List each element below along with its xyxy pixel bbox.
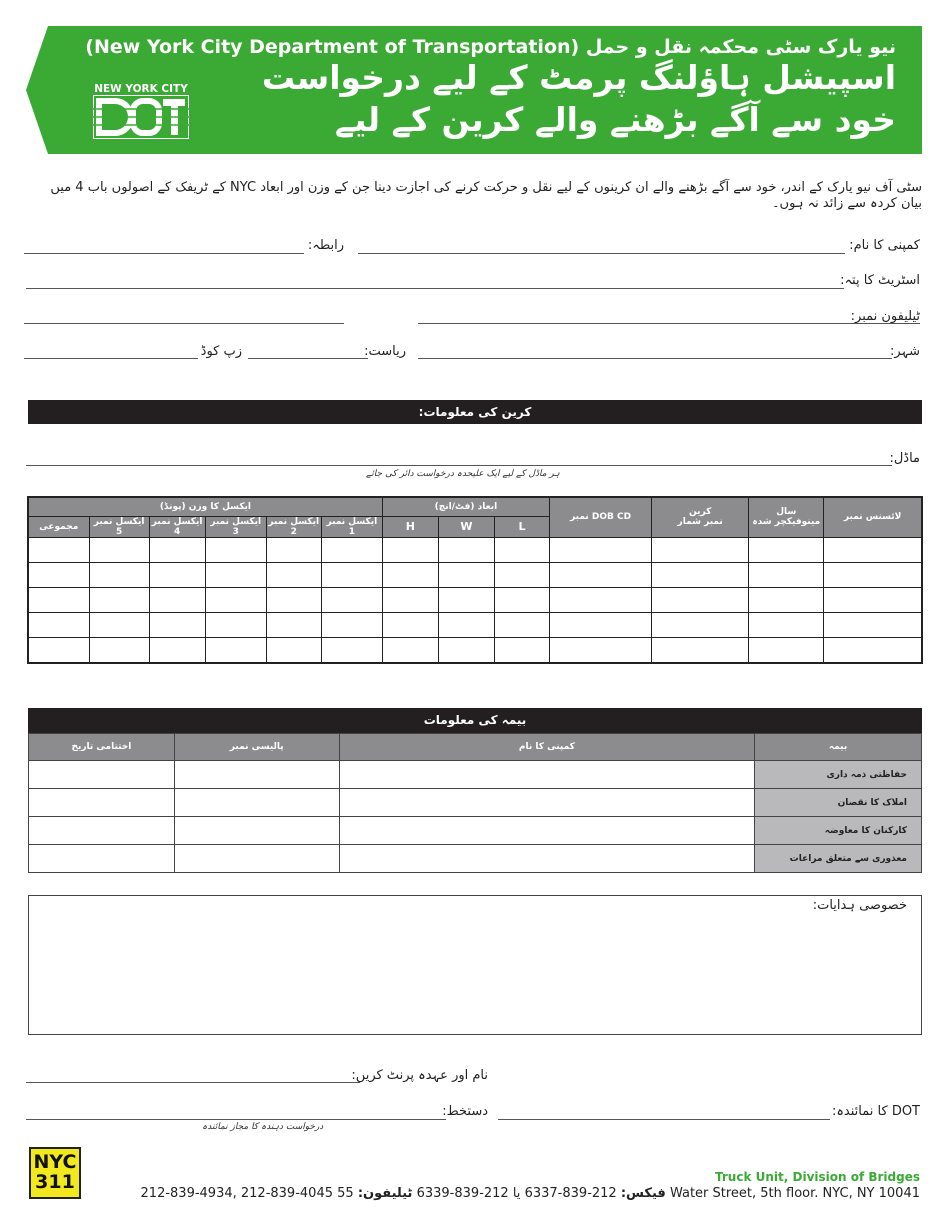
crane-cell[interactable] bbox=[438, 562, 494, 587]
crane-cell[interactable] bbox=[321, 638, 382, 663]
phone-field[interactable] bbox=[418, 323, 920, 324]
footer-phones: 212-839-6337 یا 212-839-6339 bbox=[416, 1186, 617, 1201]
crane-cell[interactable] bbox=[438, 588, 494, 613]
policy-number-cell[interactable] bbox=[174, 761, 339, 789]
crane-cell[interactable] bbox=[749, 588, 824, 613]
crane-cell[interactable] bbox=[89, 588, 149, 613]
crane-cell[interactable] bbox=[749, 638, 824, 663]
policy-number-cell[interactable] bbox=[174, 789, 339, 817]
crane-cell[interactable] bbox=[550, 638, 652, 663]
intro-text: سٹی آف نیو یارک کے اندر، خود سے آگے بڑھنے والے ان کرینوں کے لیے نقل و حرکت کرنے کی اجازت دینا جن کے وزن اور ابعاد NYC کے ٹریفک کے اصولوں باب 4 میں بیان کردہ سے زائد نہ ہوں۔ bbox=[50, 180, 922, 211]
street-address-field[interactable] bbox=[26, 288, 844, 289]
crane-row bbox=[28, 638, 922, 663]
crane-cell[interactable] bbox=[149, 638, 205, 663]
footer-address: 55 Water Street, 5th floor. NYC, NY 10041 bbox=[337, 1186, 920, 1201]
crane-cell[interactable] bbox=[652, 613, 749, 638]
state-field[interactable] bbox=[248, 358, 368, 359]
crane-row bbox=[28, 613, 922, 638]
crane-cell[interactable] bbox=[266, 537, 321, 562]
policy-number-header: پالیسی نمبر bbox=[174, 734, 339, 761]
company-name-label: کمپنی کا نام: bbox=[849, 238, 920, 253]
special-instructions-box[interactable] bbox=[28, 895, 922, 1035]
crane-cell[interactable] bbox=[824, 588, 922, 613]
insurance-type-disability: معذوری سے متعلق مراعات bbox=[755, 845, 922, 873]
dob-cd-header: DOB CD نمبر bbox=[550, 497, 652, 537]
print-name-field[interactable] bbox=[26, 1082, 360, 1083]
company-name-field[interactable] bbox=[358, 253, 845, 254]
special-instructions-label: خصوصی ہدایات: bbox=[812, 898, 907, 913]
crane-cell[interactable] bbox=[494, 562, 549, 587]
logo-text: NEW YORK CITY bbox=[94, 83, 188, 95]
crane-cell[interactable] bbox=[824, 537, 922, 562]
crane-cell[interactable] bbox=[824, 562, 922, 587]
axle-5-header: ایکسل نمبر 5 bbox=[89, 516, 149, 537]
dim-w-header: W bbox=[438, 516, 494, 537]
crane-cell[interactable] bbox=[28, 588, 89, 613]
dimensions-header: ابعاد (فٹ/انچ) bbox=[382, 497, 549, 516]
insurance-type-property: املاک کا نقصان bbox=[755, 789, 922, 817]
crane-cell[interactable] bbox=[89, 562, 149, 587]
insurance-table bbox=[28, 733, 922, 873]
axle-1-header: ایکسل نمبر 1 bbox=[321, 516, 382, 537]
crane-cell[interactable] bbox=[652, 562, 749, 587]
phone-label: ٹیلیفون نمبر: bbox=[850, 309, 920, 324]
contact-field[interactable] bbox=[24, 253, 304, 254]
crane-cell[interactable] bbox=[205, 562, 266, 587]
insurance-type-header: بیمہ bbox=[755, 734, 922, 761]
insurance-type-liability: حفاظتی ذمہ داری bbox=[755, 761, 922, 789]
crane-row bbox=[28, 562, 922, 587]
crane-cell[interactable] bbox=[652, 537, 749, 562]
crane-serial-header: کرین نمبر شمار bbox=[652, 497, 749, 537]
crane-cell[interactable] bbox=[28, 537, 89, 562]
applicant-rep-note: درخواست دہندہ کا مجاز نمائندہ bbox=[202, 1122, 324, 1132]
crane-cell[interactable] bbox=[494, 613, 549, 638]
signature-field[interactable] bbox=[26, 1119, 446, 1120]
axle-3-header: ایکسل نمبر 3 bbox=[205, 516, 266, 537]
crane-cell[interactable] bbox=[749, 613, 824, 638]
crane-cell[interactable] bbox=[438, 537, 494, 562]
crane-cell[interactable] bbox=[321, 588, 382, 613]
policy-number-cell[interactable] bbox=[174, 817, 339, 845]
crane-cell[interactable] bbox=[438, 638, 494, 663]
crane-cell[interactable] bbox=[89, 537, 149, 562]
crane-cell[interactable] bbox=[382, 613, 438, 638]
footer-unit: Truck Unit, Division of Bridges bbox=[715, 1170, 920, 1184]
model-note: ہر ماڈل کے لیے ایک علیحدہ درخواست دائر کی جائے bbox=[366, 469, 560, 479]
street-address-label: اسٹریٹ کا پتہ: bbox=[840, 273, 920, 288]
company-name-cell[interactable] bbox=[339, 789, 754, 817]
crane-table bbox=[27, 496, 923, 664]
crane-cell[interactable] bbox=[149, 562, 205, 587]
crane-cell[interactable] bbox=[550, 613, 652, 638]
crane-cell[interactable] bbox=[382, 638, 438, 663]
form-title-line1: اسپیشل ہاؤلنگ پرمٹ کے لیے درخواست bbox=[261, 58, 896, 97]
crane-cell[interactable] bbox=[550, 562, 652, 587]
nyc-dot-logo bbox=[93, 83, 189, 139]
footer-phone-label: ٹیلیفون: bbox=[357, 1186, 413, 1201]
crane-cell[interactable] bbox=[494, 638, 549, 663]
footer-fax-label: فیکس: bbox=[620, 1186, 666, 1201]
company-name-cell[interactable] bbox=[339, 817, 754, 845]
crane-cell[interactable] bbox=[205, 638, 266, 663]
expiry-date-cell[interactable] bbox=[29, 761, 175, 789]
crane-cell[interactable] bbox=[824, 613, 922, 638]
total-header: مجموعی bbox=[28, 516, 89, 537]
insurance-section-heading: بیمہ کی معلومات bbox=[28, 708, 922, 733]
crane-cell[interactable] bbox=[89, 638, 149, 663]
print-name-label: نام اور عہدہ پرنٹ کریں: bbox=[351, 1068, 488, 1083]
dot-rep-field[interactable] bbox=[498, 1119, 830, 1120]
department-name: نیو یارک سٹی محکمہ نقل و حمل (New York City Department of Transportation) bbox=[85, 36, 896, 58]
crane-cell[interactable] bbox=[321, 537, 382, 562]
crane-cell[interactable] bbox=[149, 613, 205, 638]
zip-label: زپ کوڈ bbox=[200, 344, 242, 359]
crane-cell[interactable] bbox=[205, 613, 266, 638]
crane-cell[interactable] bbox=[749, 562, 824, 587]
company-name-header: کمپنی کا نام bbox=[339, 734, 754, 761]
year-header: سال مینوفیکچر شدہ bbox=[749, 497, 824, 537]
crane-cell[interactable] bbox=[28, 562, 89, 587]
insurance-type-workers-comp: کارکنان کا معاوضہ bbox=[755, 817, 922, 845]
crane-cell[interactable] bbox=[321, 562, 382, 587]
crane-cell[interactable] bbox=[652, 588, 749, 613]
crane-cell[interactable] bbox=[382, 537, 438, 562]
crane-cell[interactable] bbox=[494, 537, 549, 562]
crane-cell[interactable] bbox=[28, 613, 89, 638]
nyc311-line2: 311 bbox=[35, 1171, 75, 1193]
crane-cell[interactable] bbox=[205, 537, 266, 562]
dot-rep-label: DOT کا نمائندہ: bbox=[831, 1104, 920, 1119]
crane-cell[interactable] bbox=[266, 638, 321, 663]
policy-number-cell[interactable] bbox=[174, 845, 339, 873]
nyc-311-logo bbox=[29, 1147, 81, 1199]
crane-cell[interactable] bbox=[550, 537, 652, 562]
crane-cell[interactable] bbox=[321, 613, 382, 638]
crane-row bbox=[28, 588, 922, 613]
crane-cell[interactable] bbox=[494, 588, 549, 613]
expiry-date-cell[interactable] bbox=[29, 845, 175, 873]
license-header: لائسنس نمبر bbox=[824, 497, 922, 537]
footer-contact bbox=[141, 1186, 920, 1201]
city-field[interactable] bbox=[418, 358, 892, 359]
crane-cell[interactable] bbox=[149, 537, 205, 562]
crane-row bbox=[28, 537, 922, 562]
crane-cell[interactable] bbox=[205, 588, 266, 613]
expiry-date-cell[interactable] bbox=[29, 817, 175, 845]
crane-cell[interactable] bbox=[749, 537, 824, 562]
state-label: ریاست: bbox=[364, 344, 406, 359]
dim-l-header: L bbox=[494, 516, 549, 537]
crane-cell[interactable] bbox=[266, 588, 321, 613]
crane-cell[interactable] bbox=[89, 613, 149, 638]
dot-logo-icon bbox=[93, 95, 189, 139]
contact-label: رابطہ: bbox=[307, 238, 344, 253]
company-name-cell[interactable] bbox=[339, 845, 754, 873]
axle-2-header: ایکسل نمبر 2 bbox=[266, 516, 321, 537]
crane-cell[interactable] bbox=[266, 562, 321, 587]
axle-weight-header: ایکسل کا وزن (پونڈ) bbox=[28, 497, 382, 516]
model-field[interactable] bbox=[26, 465, 892, 466]
crane-cell[interactable] bbox=[382, 588, 438, 613]
crane-cell[interactable] bbox=[438, 613, 494, 638]
crane-cell[interactable] bbox=[266, 613, 321, 638]
crane-section-heading: کرین کی معلومات: bbox=[28, 400, 922, 424]
company-name-cell[interactable] bbox=[339, 761, 754, 789]
nyc311-line1: NYC bbox=[33, 1151, 77, 1173]
crane-cell[interactable] bbox=[28, 638, 89, 663]
crane-cell[interactable] bbox=[382, 562, 438, 587]
crane-cell[interactable] bbox=[550, 588, 652, 613]
dim-h-header: H bbox=[382, 516, 438, 537]
phone-field-2[interactable] bbox=[24, 323, 344, 324]
city-label: شہر: bbox=[889, 344, 920, 359]
expiry-date-cell[interactable] bbox=[29, 789, 175, 817]
crane-cell[interactable] bbox=[652, 638, 749, 663]
zip-field[interactable] bbox=[24, 358, 198, 359]
crane-cell[interactable] bbox=[824, 638, 922, 663]
axle-4-header: ایکسل نمبر 4 bbox=[149, 516, 205, 537]
expiry-date-header: اختتامی تاریخ bbox=[29, 734, 175, 761]
signature-label: دستخط: bbox=[442, 1104, 488, 1119]
model-label: ماڈل: bbox=[889, 451, 920, 466]
crane-cell[interactable] bbox=[149, 588, 205, 613]
form-title-line2: خود سے آگے بڑھنے والے کرین کے لیے bbox=[334, 100, 896, 139]
footer-fax: 212-839-4934, 212-839-4045 bbox=[140, 1186, 333, 1201]
